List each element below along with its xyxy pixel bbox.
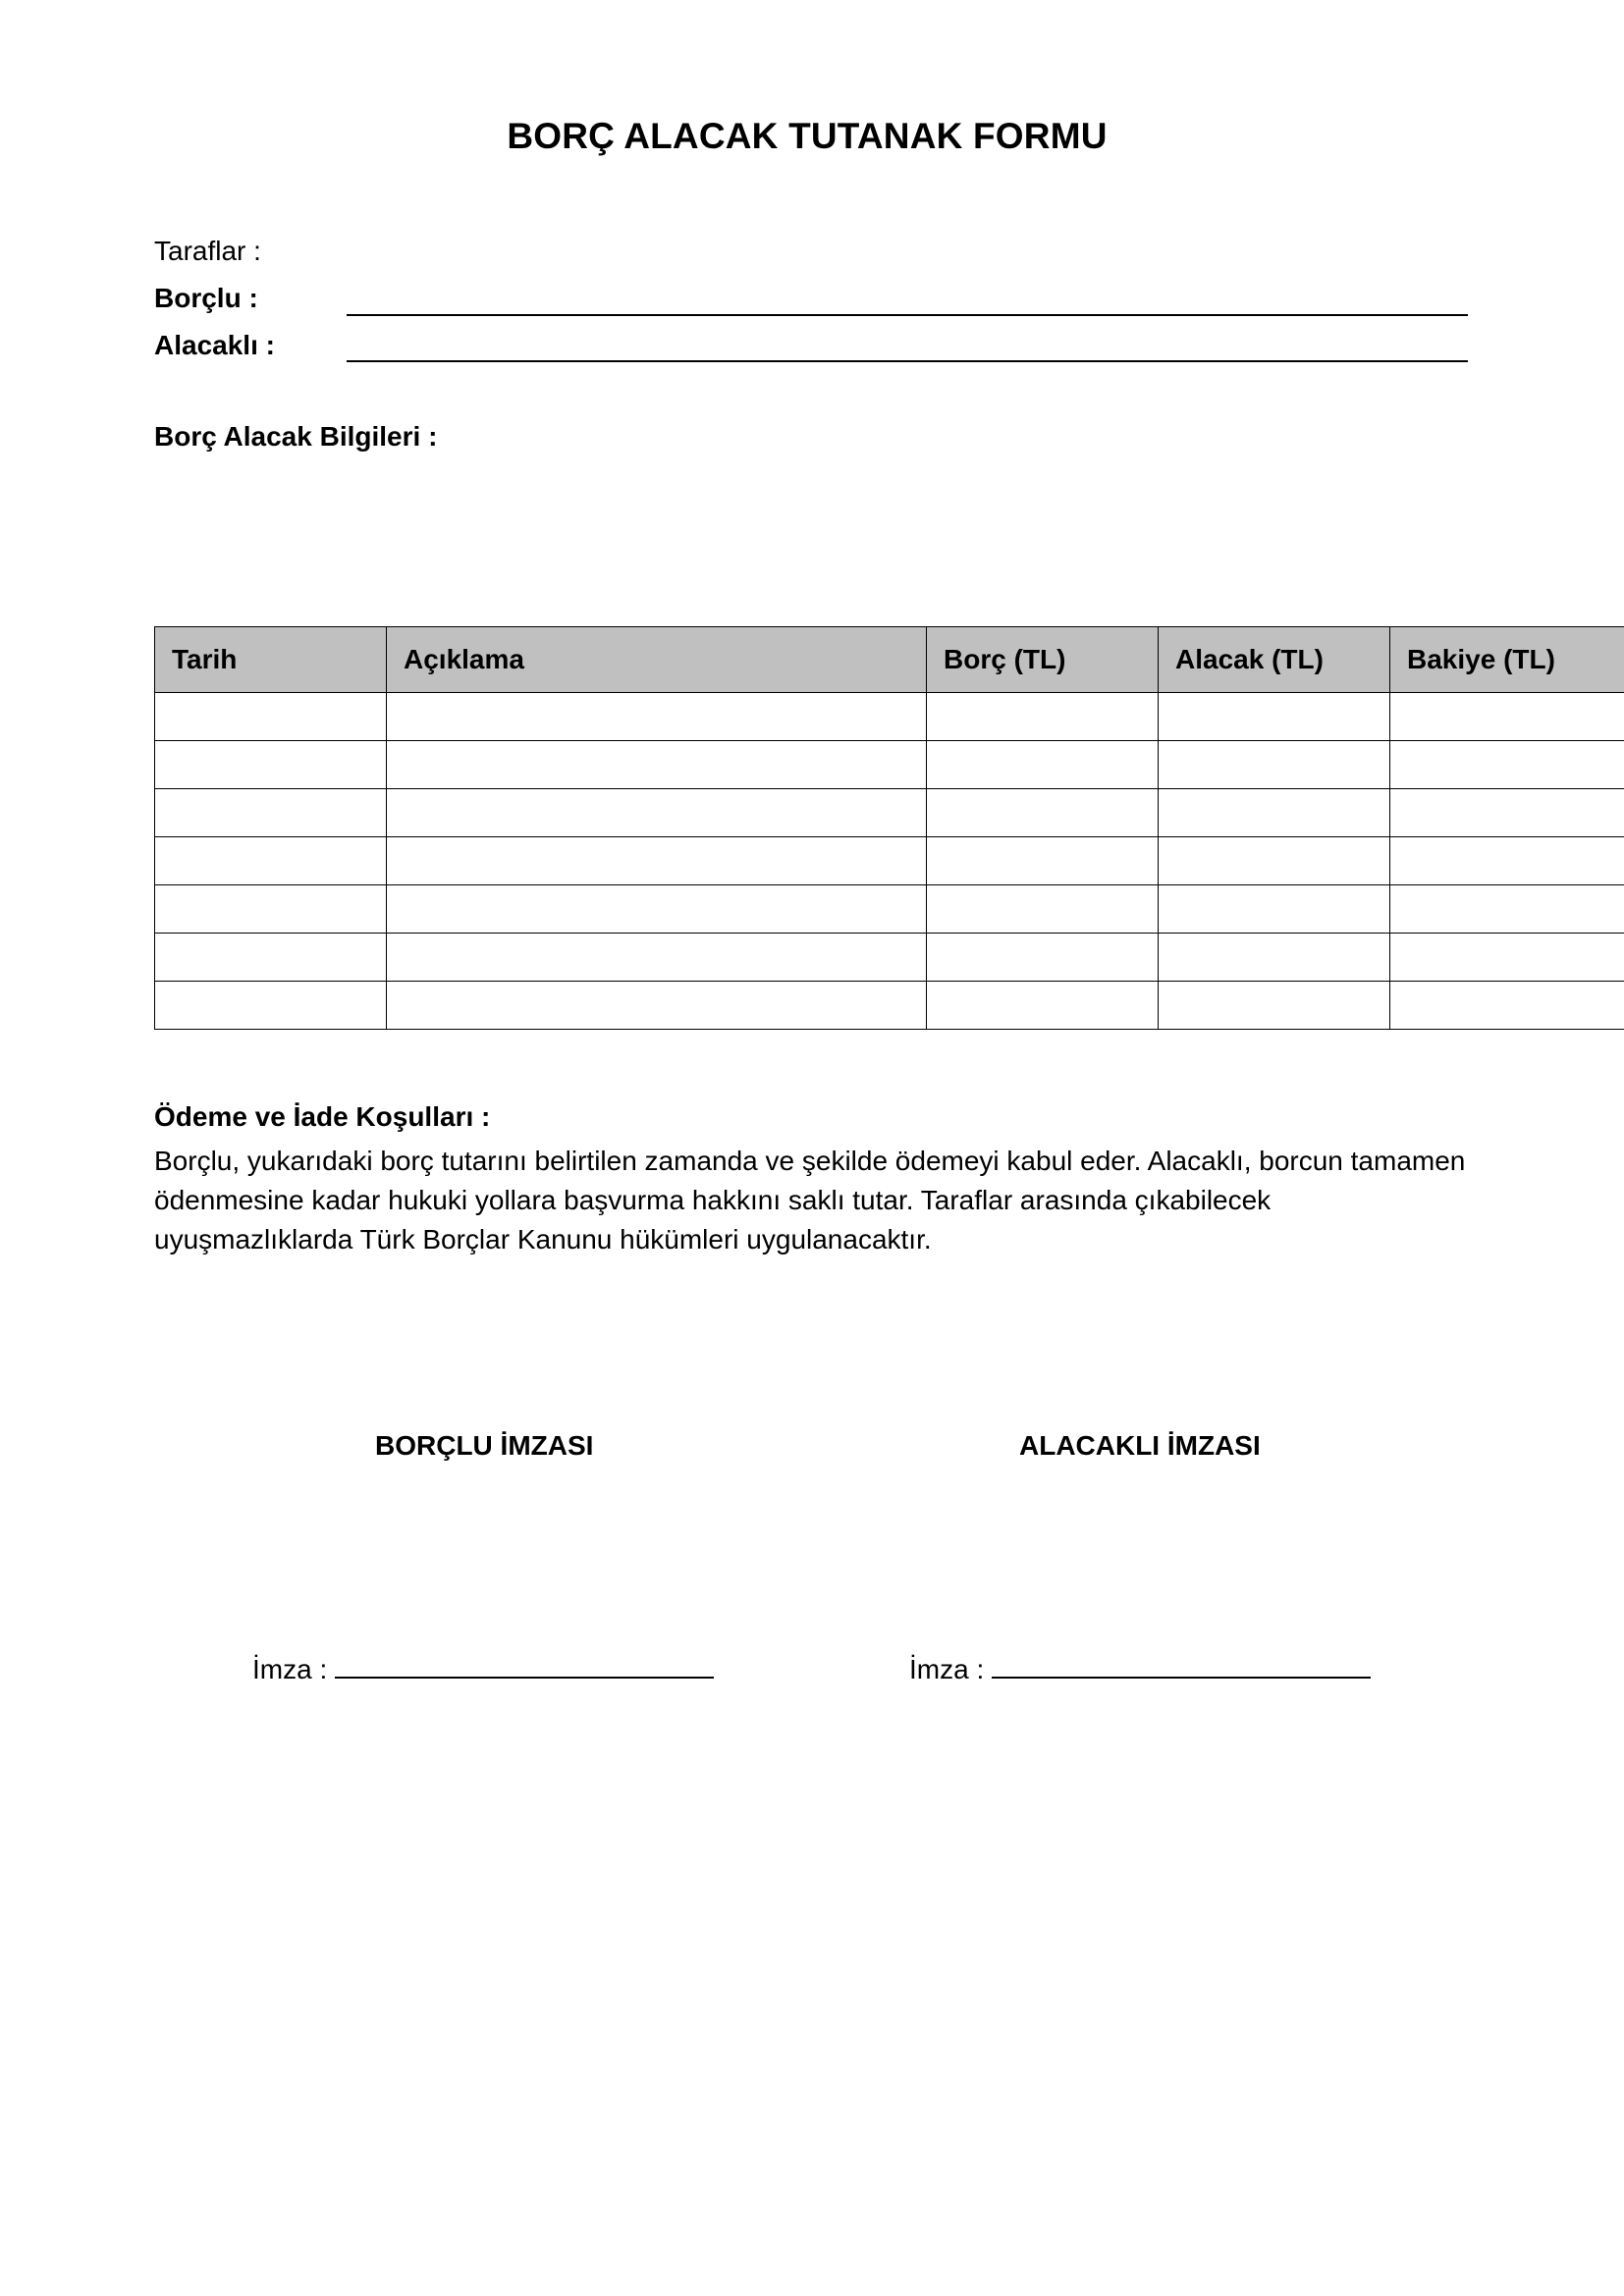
table-header-row — [155, 627, 1624, 693]
table-cell[interactable] — [387, 789, 927, 837]
table-cell[interactable] — [1159, 837, 1390, 885]
table-cell[interactable] — [927, 693, 1159, 741]
terms-line: uyuşmazlıklarda Türk Borçlar Kanunu hükümleri uygulanacaktır. — [154, 1224, 932, 1255]
table-cell[interactable] — [1390, 789, 1624, 837]
column-header-balance: Bakiye (TL) — [1390, 627, 1624, 693]
debtor-signature-line[interactable] — [335, 1649, 714, 1679]
creditor-signature-line[interactable] — [992, 1649, 1371, 1679]
table-cell[interactable] — [155, 934, 387, 982]
table-row — [155, 982, 1624, 1030]
creditor-signature-title: ALACAKLI İMZASI — [1019, 1430, 1261, 1461]
table-cell[interactable] — [155, 789, 387, 837]
table-row — [155, 693, 1624, 741]
table-cell[interactable] — [387, 837, 927, 885]
table-row — [155, 934, 1624, 982]
table-cell[interactable] — [927, 789, 1159, 837]
form-title: BORÇ ALACAK TUTANAK FORMU — [507, 116, 1108, 156]
debtor-label: Borçlu : — [154, 283, 258, 313]
table-cell[interactable] — [155, 837, 387, 885]
terms-heading: Ödeme ve İade Koşulları : — [154, 1101, 491, 1132]
table-cell[interactable] — [387, 885, 927, 934]
terms-line: ödenmesine kadar hukuki yollara başvurma hakkını saklı tutar. Taraflar arasında çıkabilecek — [154, 1185, 1272, 1215]
table-cell[interactable] — [1390, 934, 1624, 982]
terms-line: Borçlu, yukarıdaki borç tutarını belirtilen zamanda ve şekilde ödemeyi kabul eder. Alacaklı, borcun tamamen — [154, 1146, 1466, 1176]
table-cell[interactable] — [1390, 741, 1624, 789]
table-cell[interactable] — [1159, 789, 1390, 837]
table-cell[interactable] — [387, 693, 927, 741]
creditor-signature-field — [909, 1649, 1371, 1685]
signature-label: İmza : — [909, 1654, 985, 1684]
creditor-fill-line[interactable] — [347, 360, 1468, 362]
table-cell[interactable] — [927, 982, 1159, 1030]
table-row — [155, 789, 1624, 837]
table-cell[interactable] — [1390, 837, 1624, 885]
table-cell[interactable] — [155, 885, 387, 934]
table-cell[interactable] — [155, 982, 387, 1030]
table-row — [155, 885, 1624, 934]
table-cell[interactable] — [155, 741, 387, 789]
debtor-signature-field — [252, 1649, 714, 1685]
details-heading: Borç Alacak Bilgileri : — [154, 421, 438, 452]
table-cell[interactable] — [1390, 693, 1624, 741]
parties-heading: Taraflar : — [154, 236, 261, 266]
table-cell[interactable] — [927, 885, 1159, 934]
table-cell[interactable] — [387, 934, 927, 982]
table-cell[interactable] — [927, 934, 1159, 982]
table-cell[interactable] — [387, 982, 927, 1030]
table-cell[interactable] — [387, 741, 927, 789]
table-row — [155, 741, 1624, 789]
ledger-table — [154, 626, 1624, 1030]
table-cell[interactable] — [1159, 693, 1390, 741]
column-header-debit: Borç (TL) — [927, 627, 1159, 693]
table-cell[interactable] — [927, 837, 1159, 885]
table-cell[interactable] — [1159, 741, 1390, 789]
column-header-description: Açıklama — [387, 627, 927, 693]
table-cell[interactable] — [1390, 982, 1624, 1030]
table-row — [155, 837, 1624, 885]
table-cell[interactable] — [1159, 885, 1390, 934]
signature-label: İmza : — [252, 1654, 328, 1684]
terms-paragraph — [154, 1142, 1529, 1259]
creditor-label: Alacaklı : — [154, 330, 275, 360]
debtor-fill-line[interactable] — [347, 314, 1468, 316]
debtor-signature-title: BORÇLU İMZASI — [375, 1430, 594, 1461]
column-header-date: Tarih — [155, 627, 387, 693]
column-header-credit: Alacak (TL) — [1159, 627, 1390, 693]
table-cell[interactable] — [155, 693, 387, 741]
table-cell[interactable] — [1159, 934, 1390, 982]
table-cell[interactable] — [1159, 982, 1390, 1030]
table-cell[interactable] — [927, 741, 1159, 789]
table-cell[interactable] — [1390, 885, 1624, 934]
